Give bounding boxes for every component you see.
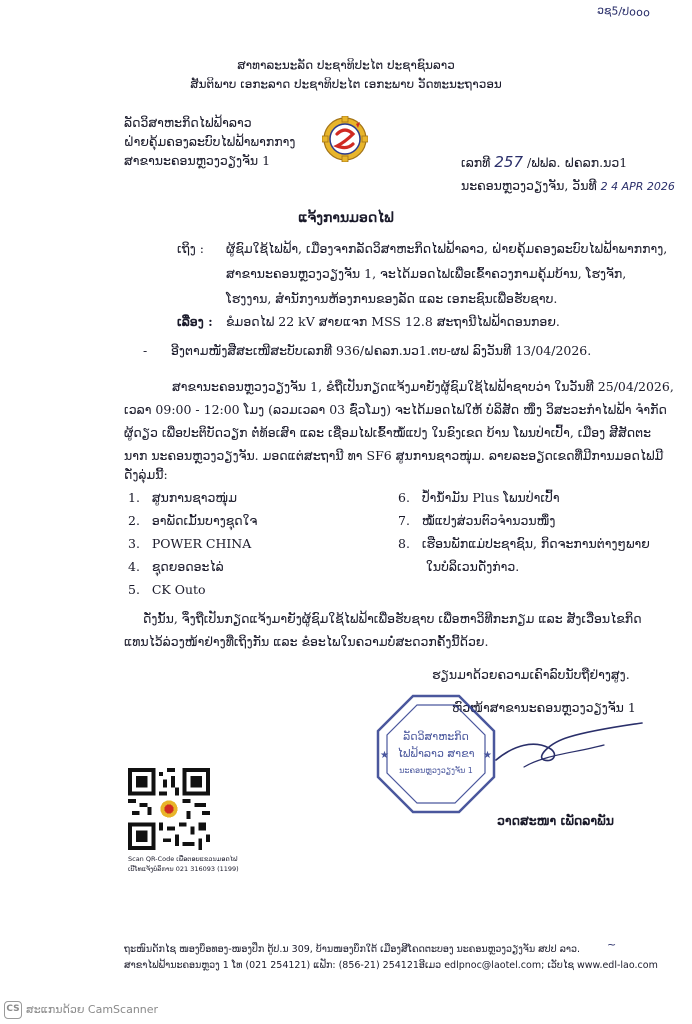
official-stamp (375, 693, 497, 815)
svg-text:★: ★ (380, 750, 389, 761)
date-value: 2 4 APR 2026 (600, 180, 675, 193)
reference-bullet: - (143, 343, 148, 358)
closing-line2: ແທນໄວ້ລ່ວງໜ້າຢ່າງທີ່ເຖິງກັນ ແລະ ຂໍອະໄພໃນຄວາມບໍ່ສະດວກຄັ້ງນີ້ດ້ວຍ. (124, 634, 489, 649)
reference-text: ອີງຕາມໜັງສືສະເໜີສະບັບເລກທີ 936/ຝຄລກ.ນວ1.ຕບ-ຜຟ ລົງວັນທີ 13/04/2026. (171, 343, 592, 358)
svg-text:★: ★ (483, 750, 492, 761)
to-line1: ຜູ້ຊົມໃຊ້ໄຟຟ້າ, ເມື່ອງຈາກລັດວິສາຫະກິດໄຟຟ້າລາວ, ຝ່າຍຄຸ້ມຄອງລະບົບໄຟຟ້າພາກກາງ, (226, 241, 668, 256)
list-item: 1. ສູນການຊາວໜຸ່ມ (128, 490, 238, 505)
body-line1: ສາຂານະຄອນຫຼວງວຽງຈັນ 1, ຂໍຖືເປັນກຽດແຈ້ງມາຍັງຜູ້ຊົມໃຊ້ໄຟຟ້າຊາບວ່າ ໃນວັນທີ 25/04/2026, (172, 379, 674, 394)
closing-line1: ດັ່ງນັ້ນ, ຈຶ່ງຖືເປັນກຽດແຈ້ງມາຍັງຜູ້ຊົມໃຊ້ໄຟຟ້າເພື່ອຮັບຊາບ ເພື່ອຫາວິທີກະກຽມ ແລະ ສັງເວື່ອນໄຂກິດ (143, 611, 642, 626)
stamp-center-line2: ໄຟຟ້າລາວ ສາຂາ (397, 747, 475, 760)
signatory-title: ຫົວໜ້າສາຂານະຄອນຫຼວງວຽງຈັນ 1 (452, 700, 636, 715)
list-item: 3. POWER CHINA (128, 536, 252, 551)
to-line3: ໂຮງງານ, ສໍານັກງານຫ້ອງການຂອງລັດ ແລະ ເອກະຊົນເພື່ອຮັບຊາບ. (226, 291, 558, 306)
document-title: ແຈ້ງການມອດໄຟ (298, 210, 394, 226)
body-line3: ຜູ້ດຽວ ເພື່ອປະຕິບັດວຽກ ຕໍ່ທ້ອເສົາ ແລະ ເຊື່ອມໄຟເຂົ້າໝໍ້ແປງ ໃນຂົງເຂດ ບ້ານ ໂພນປ່າເປົ້າ, ເມືອງ ສີສັດຕະ (124, 425, 652, 440)
sender-org-line3: ສາຂານະຄອນຫຼວງວຽງຈັນ 1 (124, 153, 271, 168)
body-line2: ເວລາ 09:00 - 12:00 ໂມງ (ລວມເວລາ 03 ຊົ່ວໂມງ) ຈະໄດ້ມອດໄຟໃຫ້ ບໍລິສັດ ໜຶ່ງ ວິສະວະກໍາໄຟຟ້າ ຈໍາກັດ (124, 402, 667, 417)
subject-text: ຂໍມອດໄຟ 22 kV ສາຍແຈກ MSS 12.8 ສະຖານີໄຟຟ້າດອນກອຍ. (226, 314, 560, 329)
footer-initial-mark: ~ (607, 938, 617, 951)
to-line2: ສາຂານະຄອນຫຼວງວຽງຈັນ 1, ຈະໄດ້ມອດໄຟເພື່ອເຂົ້າຄວງກາມຄຸ້ມບ້ານ, ໂຮງຈັກ, (226, 266, 627, 281)
sender-org-line2: ຝ່າຍຄຸ້ມຄອງລະບົບໄຟຟ້າພາກກາງ (124, 134, 296, 149)
edl-logo (322, 116, 368, 162)
qr-code[interactable] (128, 768, 210, 850)
camscanner-logo-icon: CS (4, 1001, 22, 1019)
motto-line: ສັນຕິພາບ ເອກະລາດ ປະຊາທິປະໄຕ ເອກະພາບ ວັດທະນະຖາວອນ (190, 77, 502, 91)
list-item: 4. ຊຸດຍອດອະໄລ່ (128, 559, 224, 574)
body-line5: ດັ່ງລຸ່ມນີ້: (124, 467, 168, 482)
camscanner-label: ສະແກນດ້ວຍ CamScanner (26, 1003, 159, 1016)
footer-contacts: ສາຂາໄຟຟ້ານະຄອນຫຼວງ 1 ໂທ (021 254121) ແຟັກ: (856-21) 254121ອີເມວ edlpnoc@laotel.com; ເວັບໄຊ www.edl-lao.com (124, 960, 658, 971)
footer-address: ຖະໜົນດັກໄຊ ໜອງບຶອທອງ-ໜອງປຶກ ຕູ້ປ.ນ 309, ບ້ານໜອງບຶກໃຕ້ ເມືອງສີໂຄດຕະບອງ ນະຄອນຫຼວງວຽງຈັນ ສປປ ລາວ. (124, 944, 581, 955)
list-item-continuation: ໃນບໍລິເວນດັ່ງກ່າວ. (426, 559, 520, 574)
ref-number (461, 155, 627, 170)
qr-caption2: ເບີໂທແຈ້ງບໍລິການ 021 316093 (1199) (128, 865, 239, 873)
signatory-name: ວາດສະໜາ ເພັດລາພັນ (497, 813, 614, 828)
handwritten-signature (494, 715, 644, 780)
stamp-center-line1: ລັດວິສາຫະກິດ (403, 730, 469, 743)
place-date-label: ນະຄອນຫຼວງວຽງຈັນ, ວັນທີ (461, 178, 597, 193)
corner-handwritten-mark: ວຊ5/ປ໐໐໐ (596, 3, 651, 20)
ref-number-suffix: /ຟຟລ. ຝຄລກ.ນວ1 (527, 155, 628, 170)
list-item: 6. ປໍ້ານໍ້າມັນ Plus ໂພນປ່າເປົ້າ (398, 490, 560, 505)
closing-line3: ຮຽນມາດ້ວຍຄວາມເຄົາລົບນັບຖືຢ່າງສູງ. (432, 667, 630, 682)
list-item: 7. ໝໍ້ແປງສ່ວນຕົວຈໍານວນໜຶ່ງ (398, 513, 556, 528)
body-line4: ນາກ ນະຄອນຫຼວງວຽງຈັນ. ມອດແຕ່ສະຖານີ ທາ SF6 ສູນການຊາວໜຸ່ມ. ລາຍລະອຽດເຂດທີ່ມີການມອດໄຟມີ (124, 448, 664, 463)
subject-label: ເລື່ອງ : (177, 314, 213, 329)
list-item: 2. ອາພັດເມັ້ນບາງຊຸດໃຈ (128, 513, 258, 528)
sender-org-line1: ລັດວິສາຫະກິດໄຟຟ້າລາວ (124, 115, 252, 130)
place-date (461, 180, 675, 193)
to-label: ເຖິງ : (177, 241, 204, 256)
ref-number-value: 257 (494, 153, 524, 171)
list-item: 8. ເຮືອນພັກແມ່ປະຊາຊົນ, ກິດຈະການຕ່າງໆພາຍ (398, 536, 650, 551)
republic-line: ສາທາລະນະລັດ ປະຊາທິປະໄຕ ປະຊາຊົນລາວ (237, 58, 455, 72)
ref-number-label: ເລກທີ (461, 155, 491, 170)
list-item: 5. CK Outo (128, 582, 206, 597)
stamp-center-line3: ນະຄອນຫຼວງວຽງຈັນ 1 (399, 766, 473, 775)
qr-caption1: Scan QR-Code ເພື່ອຕອບແຂວນມອດໄຟ (128, 855, 238, 863)
